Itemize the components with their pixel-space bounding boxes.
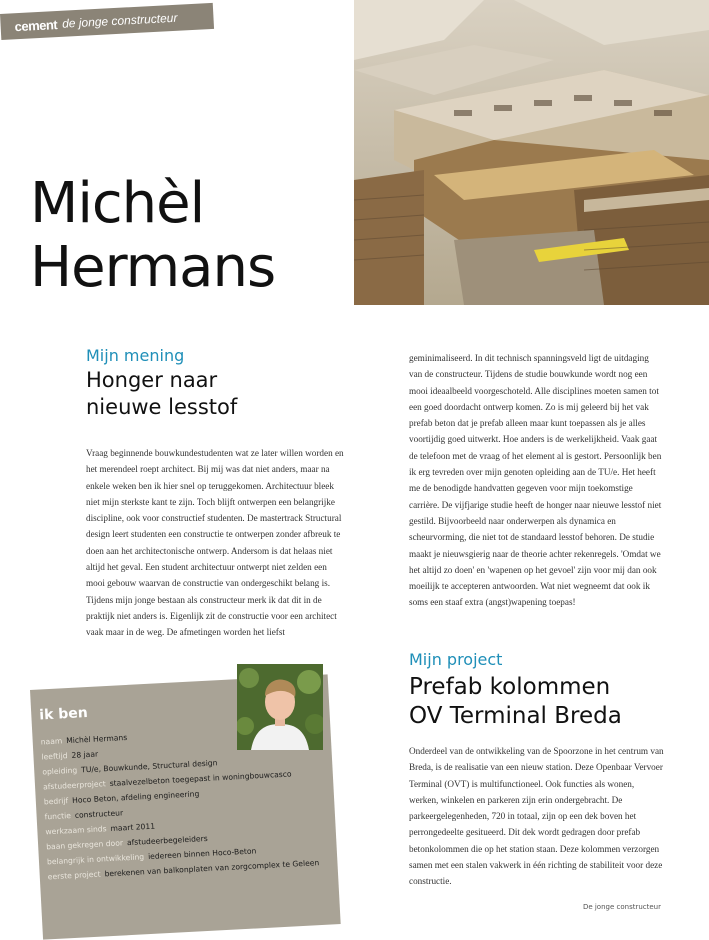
profile-value: staalvezelbeton toegepast in woningbouwcasco [109, 769, 292, 788]
page-title [30, 172, 275, 300]
profile-title: ik ben [38, 705, 89, 724]
profile-value: constructeur [74, 808, 124, 820]
page-footer: De jonge constructeur [582, 903, 661, 911]
profile-label: bedrijf [43, 796, 69, 807]
opinion-kicker: Mijn mening [86, 346, 185, 365]
profile-value: iedereen binnen Hoco-Beton [147, 846, 257, 862]
profile-value: Hoco Beton, afdeling engineering [71, 789, 200, 805]
opinion-body-right: geminimaliseerd. In dit technisch spanningsveld ligt de uitdaging van de constructeur. Tijdens de studie bouwkunde wordt nog een mooi ideaalbeeld voorgeschoteld. Alle disciplines moeten samen tot een goed doordacht ontwerp komen. Zo is mij geleerd bij het vak prefab beton dat je prefab alleen maar kunt toepassen als je alles voortijdig goed uitwerkt. Hoe anders is de werkelijkheid. Vaak gaat de telefoon met de vraag of het element al is gestort. Persoonlijk ben ik erg tevreden over mijn genoten opleiding aan de TU/e. Het heeft me de benodigde handvatten gegeven voor mijn toekomstige carrière. De vijfjarige studie heeft de honger naar nieuwe lesstof niet gestild. Bijvoorbeeld naar onderwerpen als dynamica en scheurvorming, die niet tot de standaard lesstof behoren. De studie maakt je nieuwsgierig naar de theorie achter rekenregels. 'Omdat we het altijd zo doen' en 'wapenen op het gevoel' zijn voor mij dan ook moeilijk te accepteren antwoorden. Wat niet wegneemt dat ook ik soms een staaf extra (angst)wapening toepas! [409, 353, 662, 608]
opinion-heading-line1: Honger naar [86, 368, 218, 392]
profile-value: Michèl Hermans [65, 732, 128, 746]
profile-label: functie [44, 811, 72, 822]
profile-label: belangrijk in ontwikkeling [46, 852, 145, 867]
project-heading-line2: OV Terminal Breda [409, 703, 622, 729]
title-first-name: Michèl [30, 171, 205, 236]
opinion-continued [409, 350, 664, 611]
opinion-heading [86, 367, 344, 421]
profile-label: eerste project [47, 869, 101, 882]
profile-value: 28 jaar [71, 749, 99, 760]
project-section [409, 650, 664, 890]
header-tag [0, 3, 214, 40]
project-kicker: Mijn project [409, 650, 503, 669]
header-subtitle: de jonge constructeur [61, 10, 178, 31]
profile-value: afstudeerbegeleiders [126, 833, 208, 848]
station-render-image [354, 0, 709, 305]
magazine-logo: cement [14, 16, 58, 34]
opinion-body-left: Vraag beginnende bouwkundestudenten wat ze later willen worden en het merendeel roept architect. Bij mij was dat niet anders, maar na enkele weken ben ik hier snel op teruggekomen. Architectuur bleek niet mijn sterkste kant te zijn. Toch blijft ontwerpen een belangrijke discipline, ook voor constructief studenten. De mastertrack Structural design leert studenten een constructie te ontwerpen zonder afbreuk te doen aan het architectonische ontwerp. Andersom is dat helaas niet altijd het geval. Een student architectuur ontwerpt niet zelden een mooi gebouw waarvan de constructie van ondergeschikt belang is. Tijdens mijn jonge bestaan als constructeur merk ik dat dit in de praktijk niet anders is. Eigenlijk zit de constructie voor een architect vaak maar in de weg. De afmetingen worden het liefst [86, 448, 344, 638]
title-last-name: Hermans [30, 235, 276, 300]
profile-value: berekenen van balkonplaten van zorgcomplex te Geleen [104, 858, 320, 879]
profile-label: afstudeerproject [42, 779, 106, 792]
project-heading-line1: Prefab kolommen [409, 674, 611, 700]
portrait-image [237, 664, 323, 750]
portrait-photo [237, 664, 323, 750]
profile-label: werkzaam sinds [45, 824, 107, 837]
profile-value: maart 2011 [110, 821, 156, 833]
profile-value: TU/e, Bouwkunde, Structural design [80, 758, 218, 775]
profile-label: opleiding [42, 765, 78, 777]
hero-image [354, 0, 709, 305]
opinion-section [86, 346, 344, 641]
profile-label: naam [40, 736, 63, 747]
profile-label: leeftijd [41, 751, 68, 762]
profile-label: baan gekregen door [45, 838, 124, 852]
project-heading [409, 673, 664, 731]
opinion-heading-line2: nieuwe lesstof [86, 395, 238, 419]
project-body: Onderdeel van de ontwikkeling van de Spoorzone in het centrum van Breda, is de realisatie van een nieuw station. Deze Openbaar Vervoer Terminal (OVT) is multifunctioneel. Ook functies als wonen, werken, winkelen en parkeren zijn erin ondergebracht. De parkeergelegenheden, 720 in totaal, zijn op een dek boven het perrongedeelte gesitueerd. Dit dek wordt gedragen door prefab betonkolommen die op het station staan. Deze kolommen verzorgen samen met een stalen vakwerk in één richting de stabiliteit voor deze constructie. [409, 746, 664, 887]
